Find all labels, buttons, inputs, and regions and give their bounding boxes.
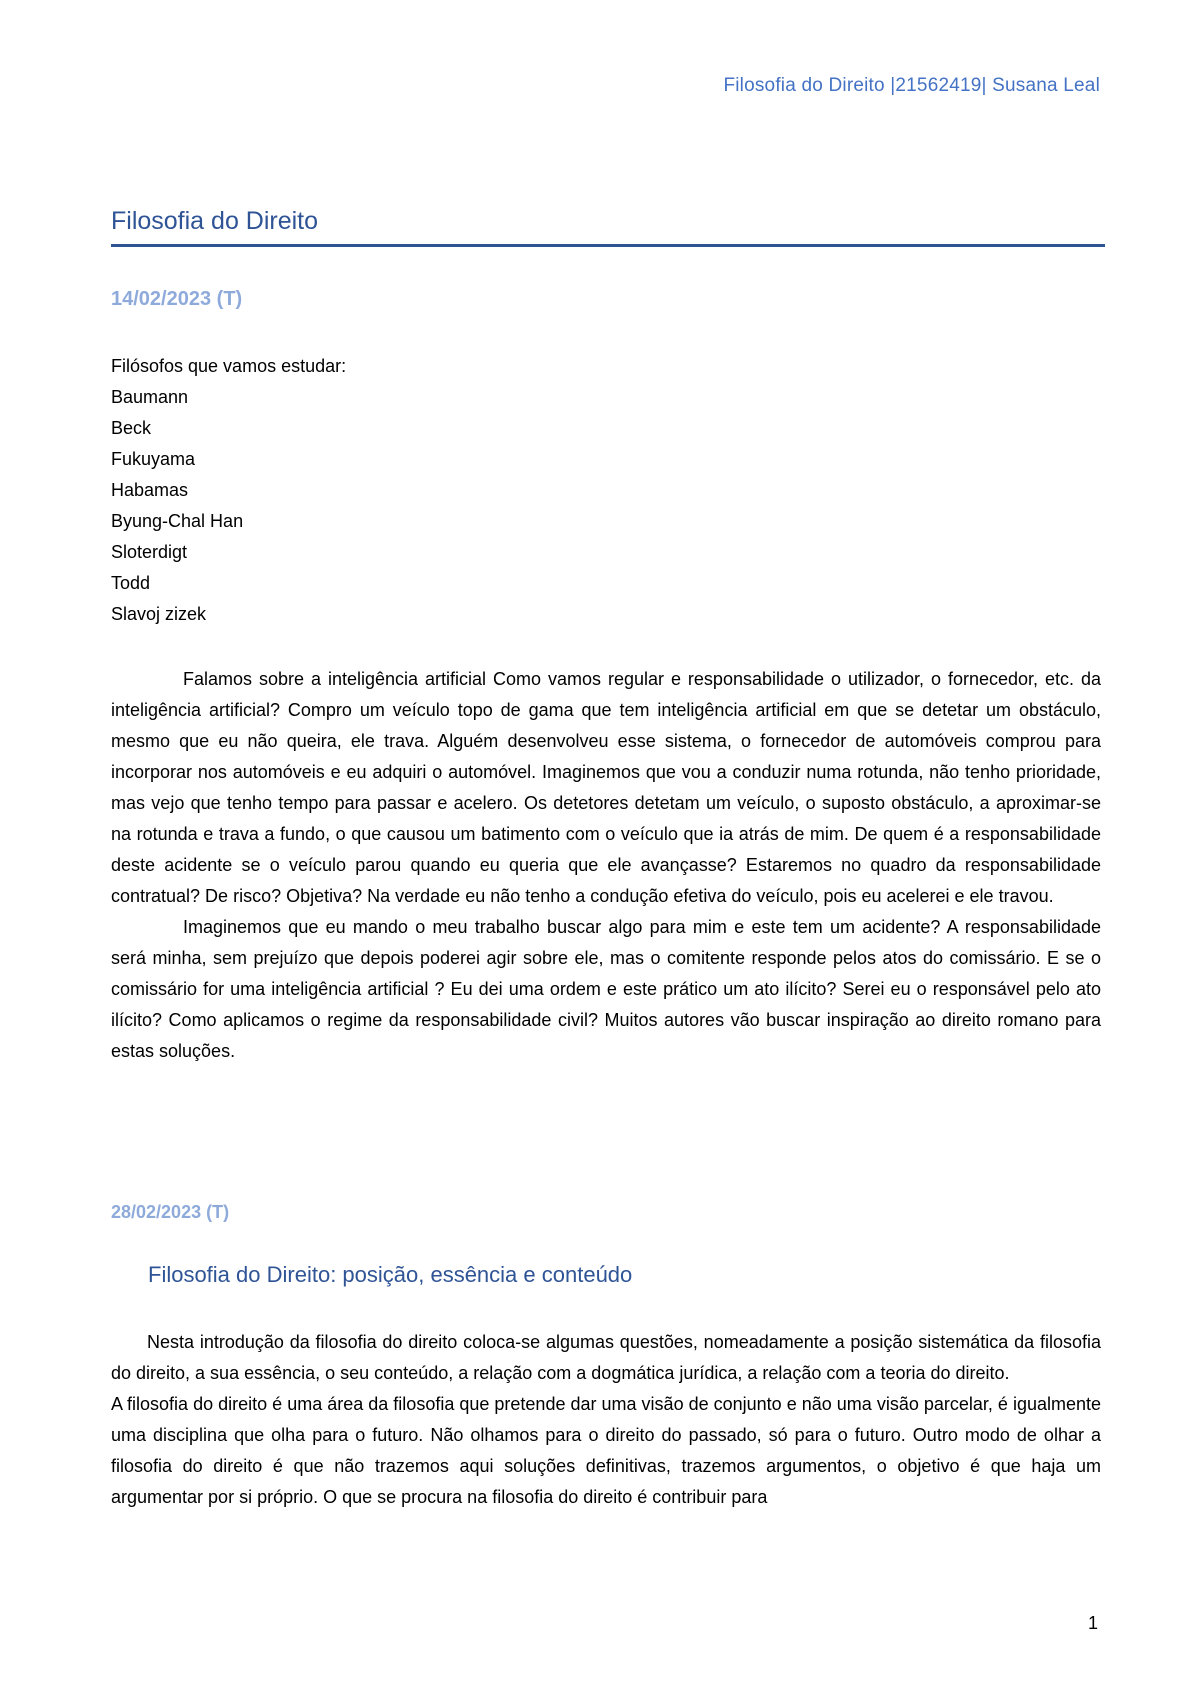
list-item: Slavoj zizek (111, 604, 207, 624)
body-paragraph: A filosofia do direito é uma área da filosofia que pretende dar uma visão de conjunto e não uma visão parcelar, é igualmente uma disciplina que olha para o futuro. Não olhamos para o direito do passado, só para o futuro. Outro modo de olhar a filosofia do direito é que não trazemos aqui soluções definitivas, trazemos argumentos, o objetivo é que haja um argumentar por si próprio. O que se procura na filosofia do direito é contribuir para (111, 1394, 1101, 1507)
list-item: Todd (111, 573, 151, 593)
document-title: Filosofia do Direito (111, 207, 319, 235)
section-date: 28/02/2023 (T) (111, 1202, 230, 1222)
list-item: Beck (111, 418, 152, 438)
list-item: Baumann (111, 387, 189, 407)
section-subheading: Filosofia do Direito: posição, essência e conteúdo (148, 1262, 633, 1287)
section-date: 14/02/2023 (T) (111, 288, 243, 310)
title-underline (111, 244, 1105, 247)
philosophers-list (111, 351, 346, 630)
list-intro: Filósofos que vamos estudar: (111, 356, 347, 376)
section1-text (111, 664, 1101, 1067)
list-item: Sloterdigt (111, 542, 188, 562)
list-item: Habamas (111, 480, 189, 500)
section2-text (111, 1327, 1101, 1513)
page-number: 1 (1087, 1613, 1098, 1633)
body-paragraph: Nesta introdução da filosofia do direito coloca-se algumas questões, nomeadamente a posição sistemática da filosofia do direito, a sua essência, o seu conteúdo, a relação com a dogmática jurídica, a relação com a teoria do direito. (111, 1332, 1101, 1383)
body-paragraph: Imaginemos que eu mando o meu trabalho buscar algo para mim e este tem um acidente? A responsabilidade será minha, sem prejuízo que depois poderei agir sobre ele, mas o comitente responde pelos atos do comissário. E se o comissário for uma inteligência artificial ? Eu dei uma ordem e este prático um ato ilícito? Serei eu o responsável pelo ato ilícito? Como aplicamos o regime da responsabilidade civil? Muitos autores vão buscar inspiração ao direito romano para estas soluções. (111, 917, 1101, 1061)
body-paragraph: Falamos sobre a inteligência artificial Como vamos regular e responsabilidade o utilizador, o fornecedor, etc. da inteligência artificial? Compro um veículo topo de gama que tem inteligência artificial em que se detetar um obstáculo, mesmo que eu não queira, ele trava. Alguém desenvolveu esse sistema, o fornecedor de automóveis comprou para incorporar nos automóveis e eu adquiri o automóvel. Imaginemos que vou a conduzir numa rotunda, não tenho prioridade, mas vejo que tenho tempo para passar e acelero. Os detetores detetam um veículo, o suposto obstáculo, a aproximar-se na rotunda e trava a fundo, o que causou um batimento com o veículo que ia atrás de mim. De quem é a responsabilidade deste acidente se o veículo parou quando eu queria que ele avançasse? Estaremos no quadro da responsabilidade contratual? De risco? Objetiva? Na verdade eu não tenho a condução efetiva do veículo, pois eu acelerei e ele travou. (111, 669, 1101, 906)
list-item: Fukuyama (111, 449, 196, 469)
running-header: Filosofia do Direito |21562419| Susana Leal (723, 75, 1100, 96)
list-item: Byung-Chal Han (111, 511, 244, 531)
